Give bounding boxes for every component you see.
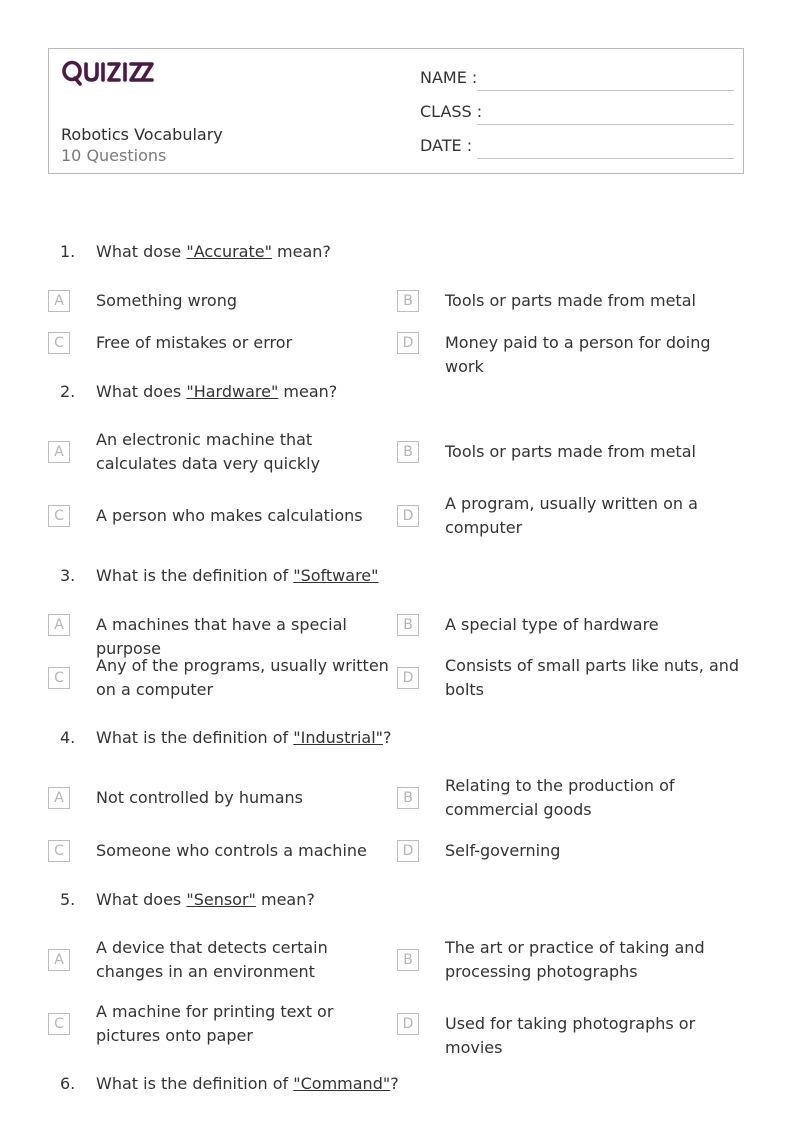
option-text-d: Consists of small parts like nuts, and bolts: [445, 656, 740, 699]
option-text-d: Money paid to a person for doing work: [445, 333, 711, 376]
question-prefix: What is the definition of: [96, 1074, 294, 1093]
option-text-a: A device that detects certain changes in an environment: [96, 938, 328, 981]
question-prefix: What does: [96, 890, 187, 909]
option-box-a[interactable]: A: [48, 290, 70, 312]
option-text-b: A special type of hardware: [445, 615, 659, 634]
option-text-a: A machines that have a special purpose: [96, 615, 347, 658]
question-number: 6.: [60, 1074, 76, 1093]
option-box-c[interactable]: C: [48, 332, 70, 354]
question-text: [96, 1074, 399, 1093]
question-number: 2.: [60, 382, 76, 401]
option-box-a[interactable]: A: [48, 787, 70, 809]
worksheet-header: [48, 48, 744, 174]
question-suffix: ?: [383, 728, 392, 747]
option-box-b[interactable]: B: [397, 290, 419, 312]
option-box-c[interactable]: C: [48, 1013, 70, 1035]
class-field[interactable]: [420, 102, 734, 126]
question-number: 3.: [60, 566, 76, 585]
question-prefix: What is the definition of: [96, 566, 294, 585]
option-box-a[interactable]: A: [48, 614, 70, 636]
question-text: [96, 242, 331, 261]
date-field[interactable]: [420, 136, 734, 160]
question-suffix: mean?: [278, 382, 338, 401]
date-line[interactable]: [477, 158, 734, 159]
option-box-b[interactable]: B: [397, 441, 419, 463]
quizizz-logo-mark: [62, 59, 154, 87]
worksheet-title: Robotics Vocabulary: [61, 125, 223, 144]
question-term: "Command": [293, 1074, 391, 1093]
option-box-a[interactable]: A: [48, 949, 70, 971]
question-prefix: What does: [96, 382, 187, 401]
option-text-a: Not controlled by humans: [96, 788, 303, 807]
question-text: [96, 728, 392, 747]
option-text-d: A program, usually written on a computer: [445, 494, 698, 537]
question-text: [96, 890, 315, 909]
question-prefix: What dose: [96, 242, 187, 261]
question-prefix: What is the definition of: [96, 728, 294, 747]
question-term: "Software": [293, 566, 379, 585]
option-box-b[interactable]: B: [397, 614, 419, 636]
option-box-a[interactable]: A: [48, 441, 70, 463]
option-text-c: A machine for printing text or pictures onto paper: [96, 1002, 334, 1045]
option-text-a: Something wrong: [96, 291, 238, 310]
option-text-b: The art or practice of taking and processing photographs: [445, 938, 705, 981]
option-box-c[interactable]: C: [48, 505, 70, 527]
question-term: "Sensor": [186, 890, 256, 909]
option-box-b[interactable]: B: [397, 949, 419, 971]
question-count: 10 Questions: [61, 146, 167, 165]
option-box-b[interactable]: B: [397, 787, 419, 809]
question-text: [96, 382, 337, 401]
class-line[interactable]: [477, 124, 734, 125]
option-box-c[interactable]: C: [48, 667, 70, 689]
question-suffix: ?: [390, 1074, 399, 1093]
option-text-d: Used for taking photographs or movies: [445, 1014, 696, 1057]
question-term: "Hardware": [186, 382, 279, 401]
question-number: 1.: [60, 242, 76, 261]
option-text-c: Free of mistakes or error: [96, 333, 293, 352]
option-box-d[interactable]: D: [397, 505, 419, 527]
quizizz-logo: [62, 59, 154, 87]
option-text-b: Tools or parts made from metal: [445, 291, 696, 310]
question-term: "Accurate": [186, 242, 272, 261]
option-box-d[interactable]: D: [397, 1013, 419, 1035]
option-text-c: Any of the programs, usually written on a computer: [96, 656, 389, 699]
option-text-a: An electronic machine that calculates data very quickly: [96, 430, 321, 473]
question-number: 4.: [60, 728, 76, 747]
option-text-b: Tools or parts made from metal: [445, 442, 696, 461]
question-term: "Industrial": [293, 728, 384, 747]
name-line[interactable]: [477, 90, 734, 91]
option-text-c: A person who makes calculations: [96, 506, 363, 525]
option-box-d[interactable]: D: [397, 840, 419, 862]
option-text-c: Someone who controls a machine: [96, 841, 367, 860]
option-box-d[interactable]: D: [397, 332, 419, 354]
option-text-b: Relating to the production of commercial goods: [445, 776, 675, 819]
question-suffix: mean?: [271, 242, 331, 261]
date-label: DATE :: [420, 136, 473, 155]
class-label: CLASS :: [420, 102, 483, 121]
name-label: NAME :: [420, 68, 478, 87]
question-number: 5.: [60, 890, 76, 909]
option-box-c[interactable]: C: [48, 840, 70, 862]
name-field[interactable]: [420, 68, 734, 92]
option-text-d: Self-governing: [445, 841, 561, 860]
question-text: [96, 566, 379, 585]
question-suffix: mean?: [255, 890, 315, 909]
option-box-d[interactable]: D: [397, 667, 419, 689]
